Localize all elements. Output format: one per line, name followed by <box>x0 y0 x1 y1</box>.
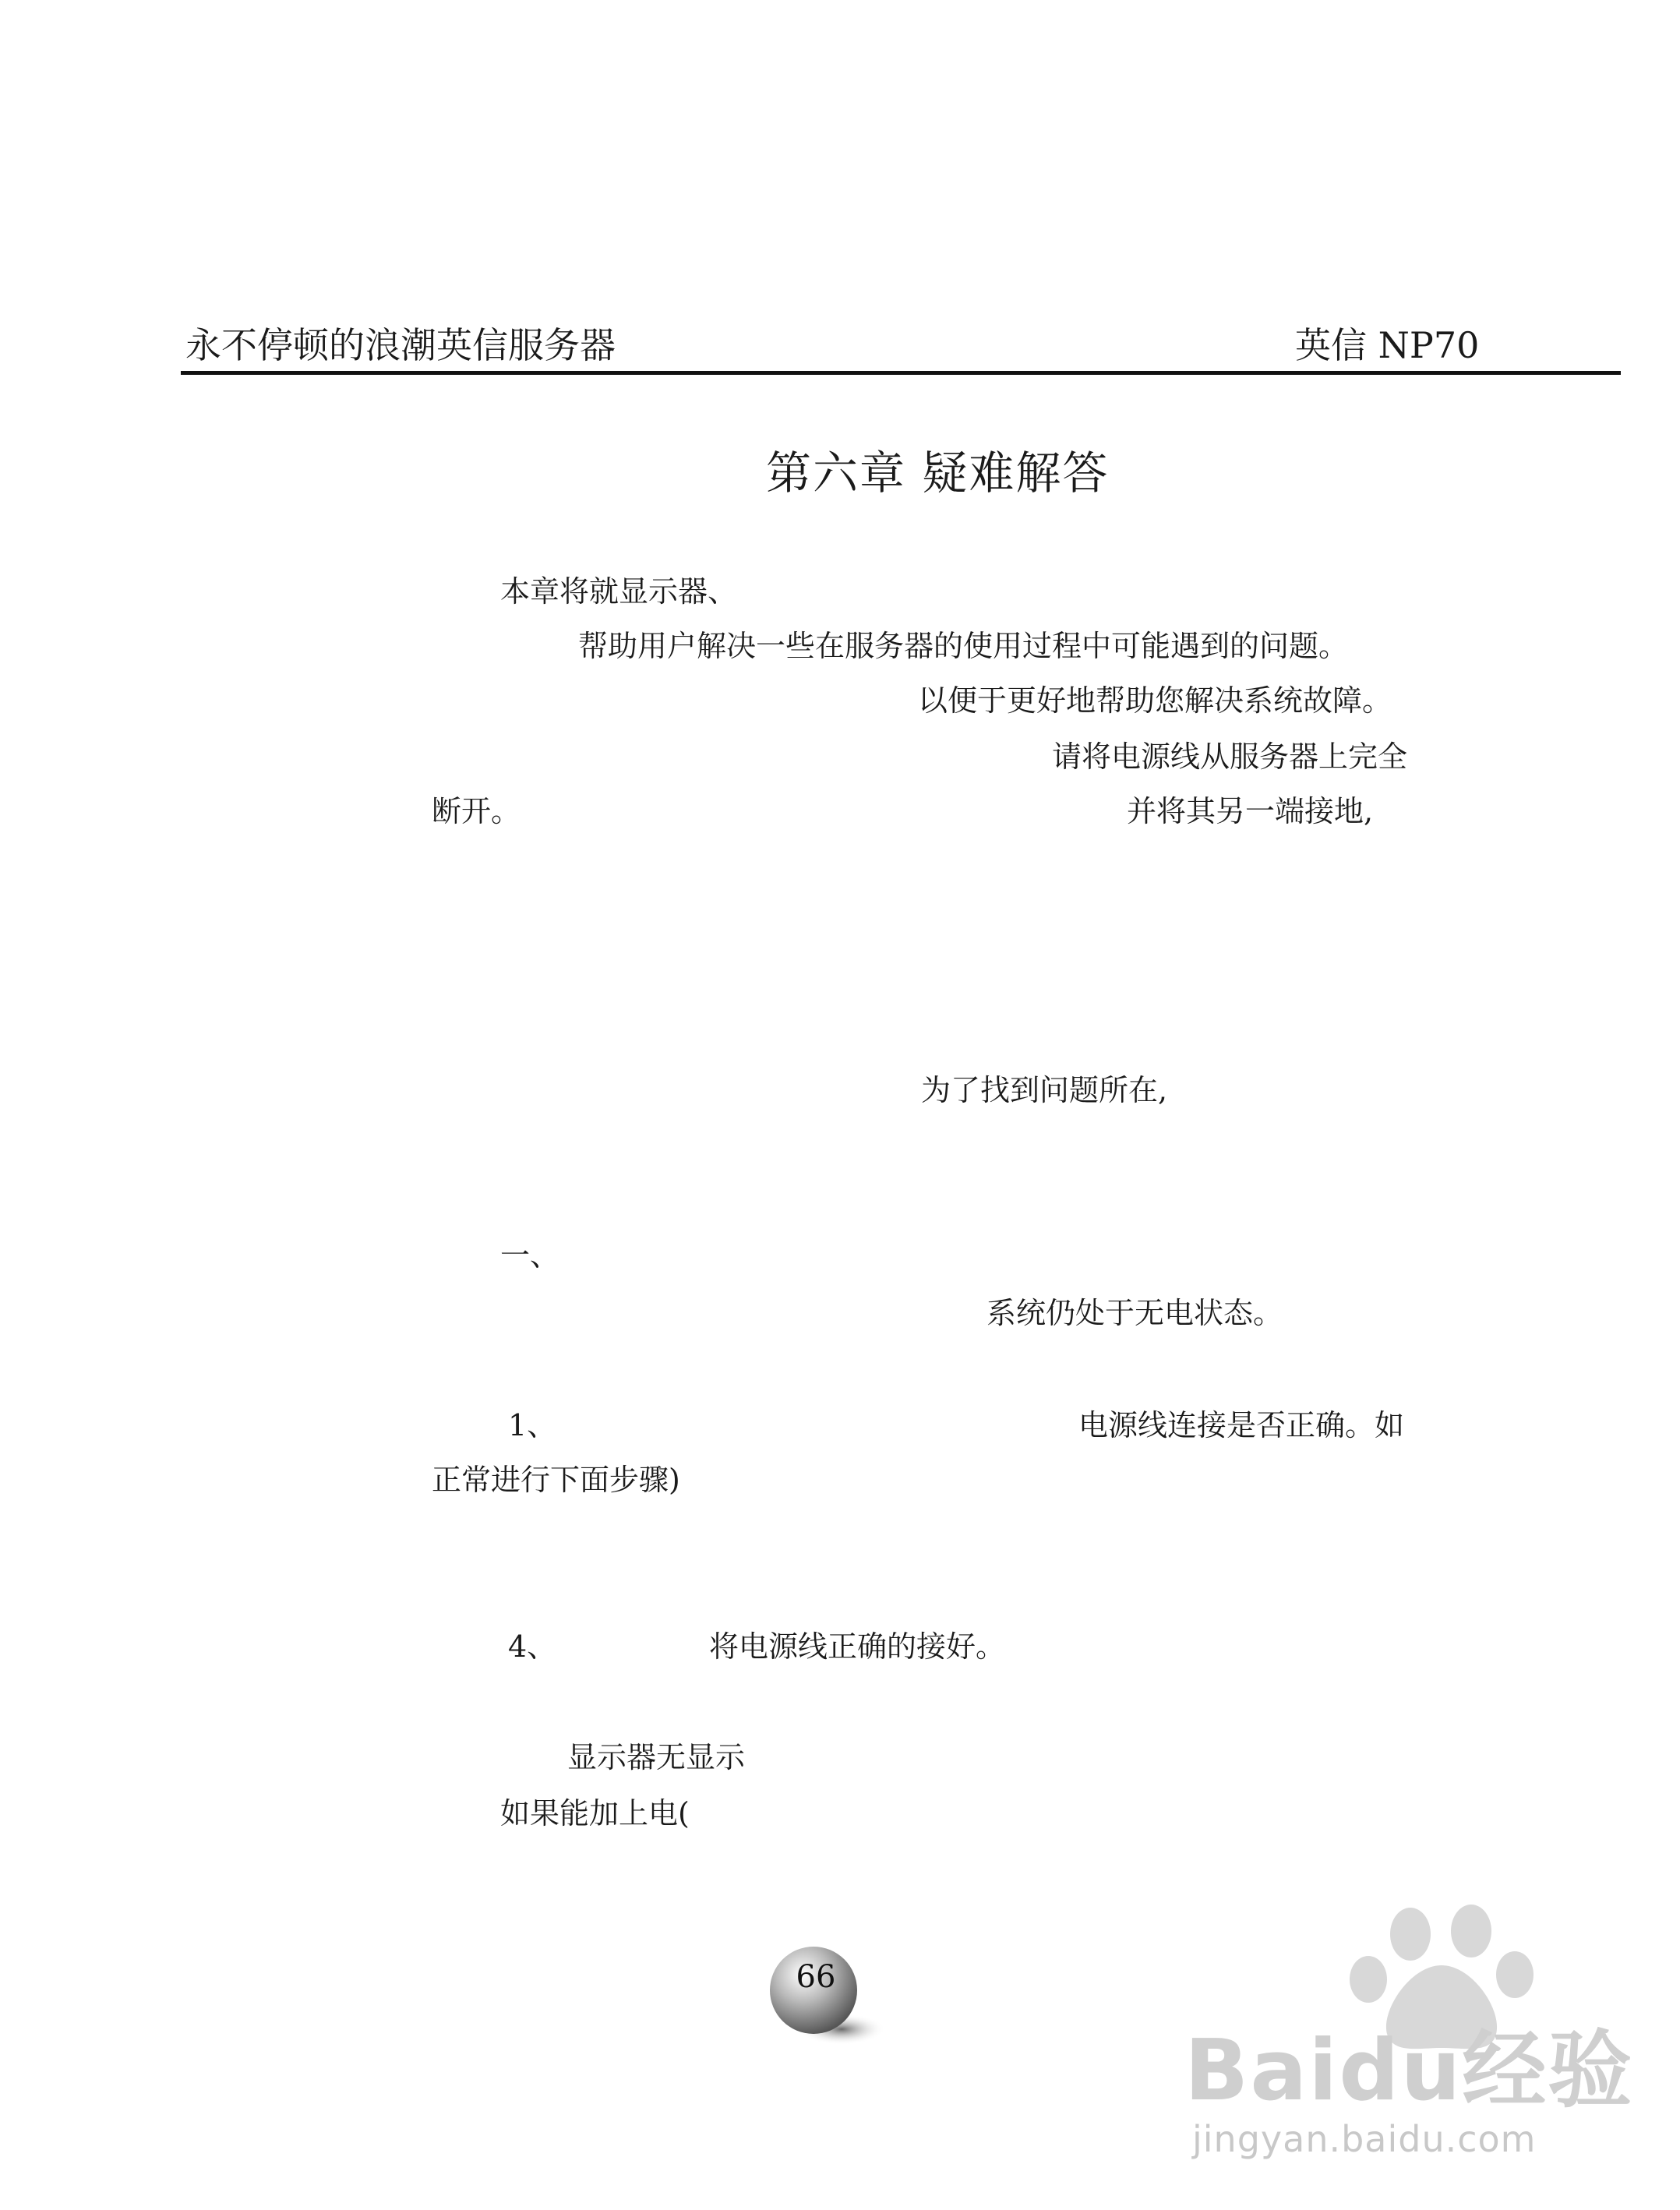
subheading-monitor: 显示器无显示 <box>567 1740 746 1774</box>
header-model: 英信 NP70 <box>1295 324 1480 366</box>
text-line-12: 正常进行下面步骤) <box>432 1463 680 1497</box>
text-line-6: 并将其另一端接地, <box>1127 794 1374 828</box>
header-rule <box>181 371 1621 375</box>
text-line-3: 以便于更好地帮助您解决系统故障。 <box>918 683 1392 718</box>
text-line-7: 为了找到问题所在, <box>921 1073 1168 1107</box>
header-title: 永不停顿的浪潮英信服务器 <box>185 324 616 366</box>
text-line-9: 系统仍处于无电状态。 <box>986 1296 1283 1330</box>
step-4-marker: 4、 <box>508 1629 557 1664</box>
text-line-16: 如果能加上电( <box>500 1796 690 1830</box>
text-line-5: 断开。 <box>432 794 521 828</box>
watermark-url: jingyan.baidu.com <box>1192 2118 1537 2160</box>
chapter-title: 第六章 疑难解答 <box>766 447 1110 500</box>
text-line-4: 请将电源线从服务器上完全 <box>1052 740 1408 774</box>
step-1-marker: 1、 <box>508 1408 557 1442</box>
text-line-11: 电源线连接是否正确。如 <box>1078 1408 1405 1442</box>
text-line-2: 帮助用户解决一些在服务器的使用过程中可能遇到的问题。 <box>578 629 1349 663</box>
page-number: 66 <box>796 1959 836 1995</box>
watermark-brand: Baidu经验 <box>1184 2022 1634 2120</box>
section-marker: 一、 <box>500 1238 560 1273</box>
text-line-14: 将电源线正确的接好。 <box>709 1629 1006 1664</box>
text-line-1: 本章将就显示器、 <box>500 574 738 609</box>
